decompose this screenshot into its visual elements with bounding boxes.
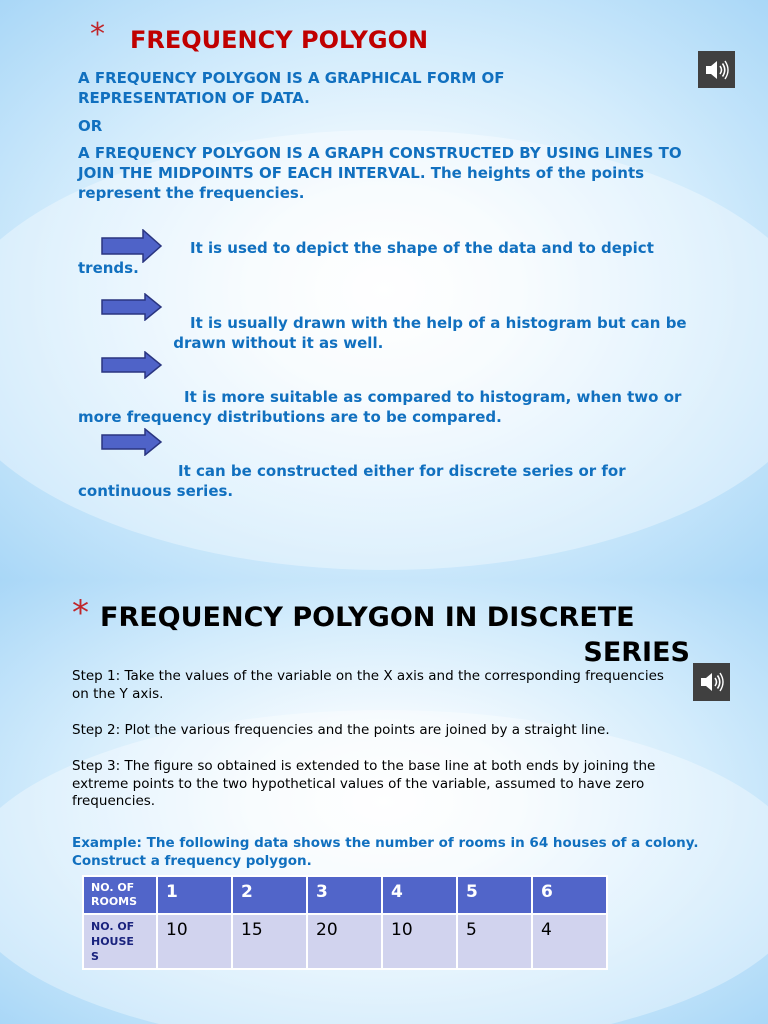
data-table	[82, 875, 608, 970]
speaker-icon	[704, 59, 730, 81]
step-3: Step 3: The figure so obtained is extended to the base line at both ends by joining the extreme points to the two hypothetical values of the variable, assumed to have zero frequencies.	[72, 758, 656, 809]
example-text: Example: The following data shows the number of rooms in 64 houses of a colony. Construct a frequency polygon.	[72, 835, 699, 869]
bullet-2-text-a: It is usually drawn with the help of a histogram but can be	[190, 314, 687, 332]
table-cell: 4	[532, 914, 607, 969]
step-2: Step 2: Plot the various frequencies and the points are joined by a straight line.	[72, 722, 610, 738]
definition-1: A FREQUENCY POLYGON IS A GRAPHICAL FORM OF REPRESENTATION OF DATA.	[78, 69, 505, 107]
speaker-icon	[699, 671, 725, 693]
table-row-rooms	[83, 876, 607, 914]
audio-button[interactable]	[693, 663, 730, 701]
table-row-label	[83, 914, 157, 969]
table-cell: 1	[157, 876, 232, 914]
arrow-right-icon	[101, 428, 163, 456]
table-cell: 6	[532, 876, 607, 914]
table-cell: 20	[307, 914, 382, 969]
table-cell: 4	[382, 876, 457, 914]
table-row-label: NO. OF ROOMS	[83, 876, 157, 914]
slide-title-line-2: SERIES	[583, 637, 690, 668]
arrow-right-icon	[101, 351, 163, 379]
title-bullet-star: *	[72, 593, 89, 633]
table-row-houses	[83, 914, 607, 969]
table-cell: 2	[232, 876, 307, 914]
bullet-4-text: It can be constructed either for discrete series or for continuous series.	[78, 462, 626, 500]
table-cell: 5	[457, 876, 532, 914]
label-line: S	[91, 950, 99, 963]
slide-2	[0, 580, 768, 1024]
table-cell: 10	[157, 914, 232, 969]
table-cell: 15	[232, 914, 307, 969]
bullet-2-text-b: drawn without it as well.	[173, 334, 384, 352]
table-cell: 10	[382, 914, 457, 969]
label-line: HOUSE	[91, 935, 134, 948]
audio-button[interactable]	[698, 51, 735, 88]
step-1: Step 1: Take the values of the variable on the X axis and the corresponding frequencies on the Y axis.	[72, 668, 664, 702]
slide-title	[100, 600, 690, 670]
or-label: OR	[78, 117, 103, 135]
bullet-3-text: It is more suitable as compared to histogram, when two or more frequency distributions are to be compared.	[78, 388, 682, 426]
bullet-1-text: It is used to depict the shape of the data and to depict trends.	[78, 239, 654, 277]
table-cell: 3	[307, 876, 382, 914]
label-line: NO. OF	[91, 920, 135, 933]
slide-title: FREQUENCY POLYGON	[130, 26, 429, 54]
table-cell: 5	[457, 914, 532, 969]
definition-2: A FREQUENCY POLYGON IS A GRAPH CONSTRUCTED BY USING LINES TO JOIN THE MIDPOINTS OF EACH INTERVAL. The heights of the points represent the frequencies.	[78, 144, 682, 202]
slide-title-line-1: FREQUENCY POLYGON IN DISCRETE	[100, 602, 635, 633]
title-bullet-star: *	[90, 17, 105, 52]
bullet-2-text	[78, 313, 698, 353]
